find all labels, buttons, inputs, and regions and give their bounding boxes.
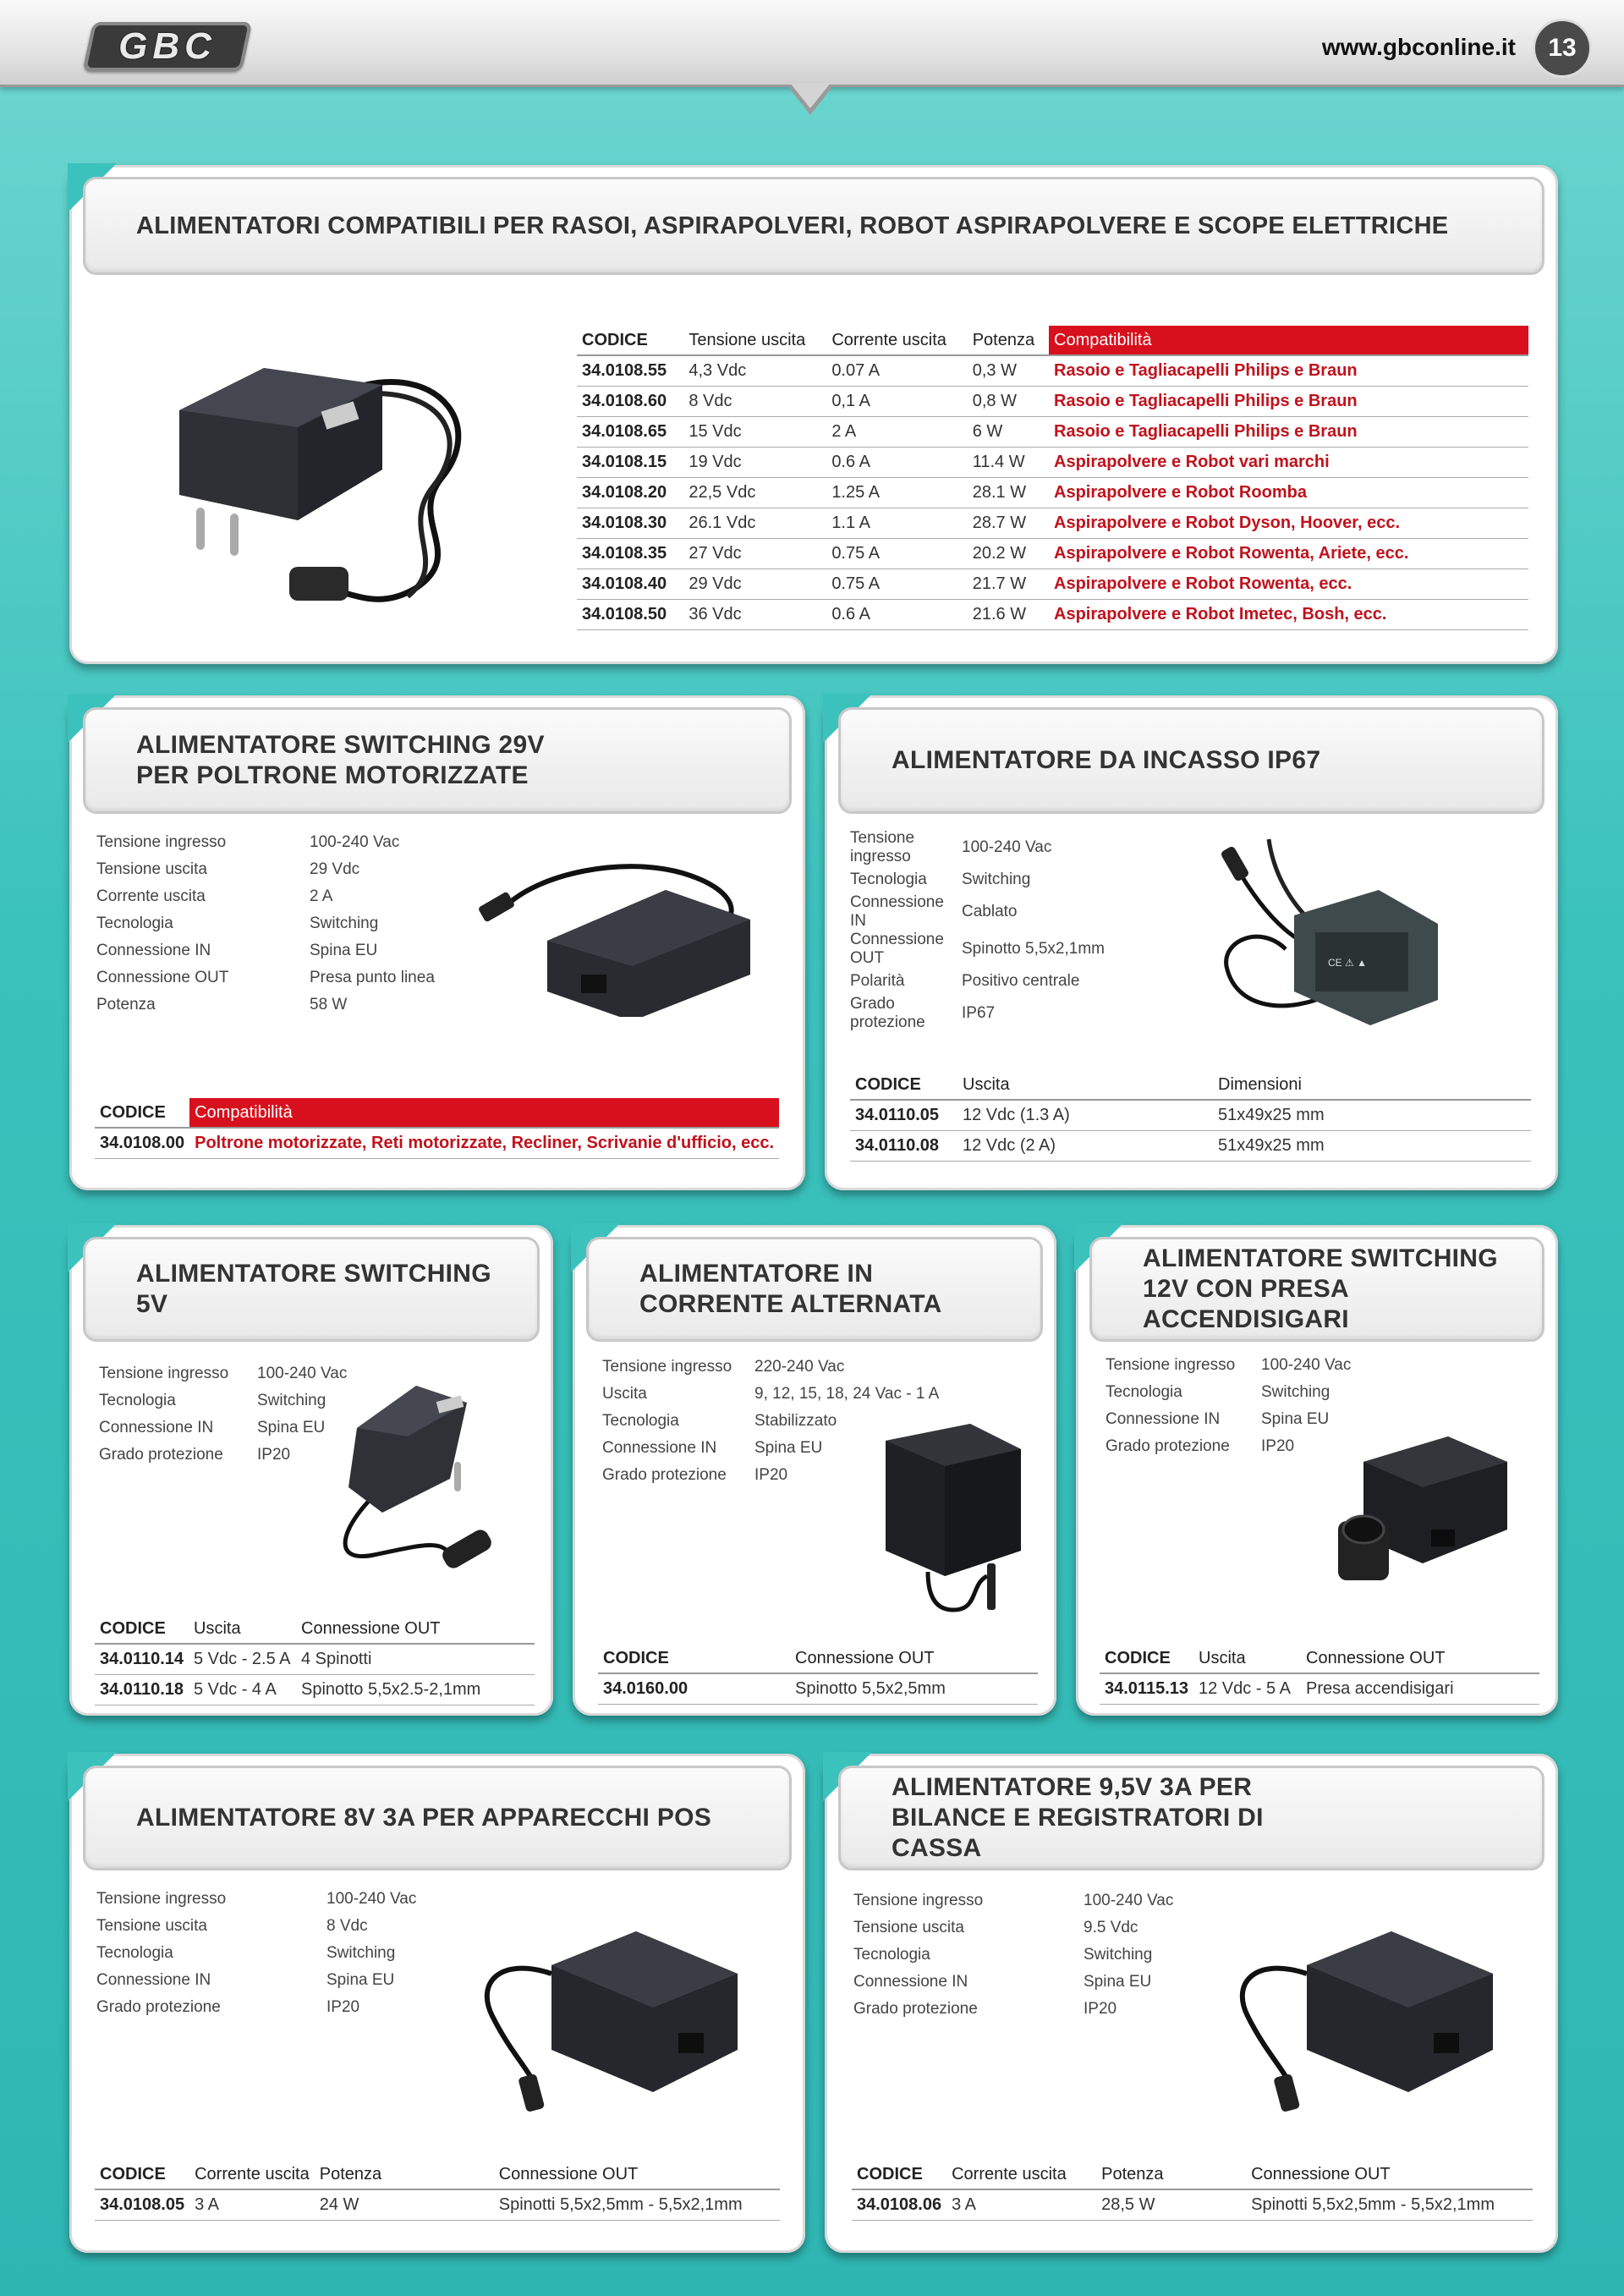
- product-image-transformer: [869, 1407, 1038, 1627]
- table-row: 34.0108.35 27 Vdc 0.75 A 20.2 W Aspirapolvere e Robot Rowenta, Ariete, ecc.: [577, 539, 1528, 569]
- card-title-box: [83, 1237, 540, 1342]
- models-table: [95, 2160, 780, 2221]
- spec-row: Tecnologia Switching: [96, 1944, 396, 1962]
- table-header: CODICE Corrente uscita Potenza Connessione OUT: [95, 2160, 780, 2189]
- spec-row: Tensione ingresso 100-240 Vac: [853, 1892, 1174, 1909]
- spec-row: Connessione IN Spina EU: [853, 1973, 1152, 1991]
- product-image-8v: [458, 1923, 746, 2126]
- spec-row: Connessione OUT Presa punto linea: [96, 969, 435, 986]
- table-row: 34.0110.05 12 Vdc (1.3 A) 51x49x25 mm: [850, 1100, 1531, 1131]
- spec-row: Tecnologia Switching: [96, 915, 379, 932]
- table-row: 34.0160.00 Spinotto 5,5x2,5mm: [598, 1673, 1038, 1705]
- page-header: [0, 0, 1624, 87]
- spec-row: Connessione IN Spina EU: [96, 1971, 395, 1989]
- spec-row: Potenza 58 W: [96, 996, 348, 1013]
- card-8v-pos: [69, 1754, 805, 2253]
- table-header: CODICE Uscita Connessione OUT: [1100, 1644, 1539, 1673]
- table-row: 34.0108.30 26.1 Vdc 1.1 A 28.7 W Aspirapolvere e Robot Dyson, Hoover, ecc.: [577, 508, 1528, 539]
- card-title-box: [83, 707, 792, 814]
- table-header: CODICE Tensione uscita Corrente uscita Potenza Compatibilità: [577, 326, 1528, 355]
- spec-row: Tensione ingresso 100-240 Vac: [99, 1365, 348, 1382]
- table-row: 34.0108.05 3 A 24 W Spinotti 5,5x2,5mm - 5,5x2,1mm: [95, 2189, 780, 2221]
- compatibility-table: [95, 1098, 779, 1159]
- spec-row: Tensione ingresso 100-240 Vac: [96, 1890, 417, 1908]
- spec-row: Tensione uscita 9.5 Vdc: [853, 1919, 1138, 1936]
- website-url[interactable]: www.gbconline.it: [1321, 34, 1516, 60]
- spec-row: Tecnologia Switching: [853, 1946, 1153, 1964]
- spec-list: [96, 829, 435, 1019]
- card-title-box: [838, 707, 1544, 814]
- product-image-12v: [1330, 1428, 1533, 1597]
- spec-list: [96, 1886, 416, 2021]
- spec-row: Connessione IN Cablato: [850, 893, 1018, 930]
- models-table: [852, 2160, 1533, 2221]
- models-table: [95, 1614, 535, 1706]
- card-switching-29v: [69, 695, 805, 1190]
- spec-row: Tecnologia Stabilizzato: [602, 1412, 837, 1430]
- card-incasso-ip67: [825, 695, 1558, 1190]
- spec-row: Uscita 9, 12, 15, 18, 24 Vac - 1 A: [602, 1385, 940, 1403]
- table-row: 34.0110.14 5 Vdc - 2.5 A 4 Spinotti: [95, 1644, 535, 1675]
- spec-row: Grado protezione IP20: [1106, 1437, 1295, 1455]
- spec-row: Tensione ingresso 220-240 Vac: [602, 1358, 845, 1376]
- table-row: 34.0110.18 5 Vdc - 4 A Spinotto 5,5x2.5-2,1mm: [95, 1675, 535, 1706]
- card-switching-12v: [1076, 1225, 1558, 1716]
- card-title: ALIMENTATORI COMPATIBILI PER RASOI, ASPIRAPOLVERI, ROBOT ASPIRAPOLVERE E SCOPE ELETTRICHE: [136, 212, 1449, 239]
- spec-row: Connessione IN Spina EU: [1106, 1410, 1330, 1428]
- table-header: CODICE Uscita Connessione OUT: [95, 1614, 535, 1644]
- table-row: 34.0108.06 3 A 28,5 W Spinotti 5,5x2,5mm - 5,5x2,1mm: [852, 2189, 1533, 2221]
- table-header: CODICE Uscita Dimensioni: [850, 1070, 1531, 1100]
- spec-row: Grado protezione IP20: [853, 2000, 1117, 2018]
- spec-list: [1106, 1352, 1351, 1460]
- card-title: ALIMENTATORE SWITCHING 29V PER POLTRONE MOTORIZZATE: [136, 731, 545, 789]
- spec-row: Tensione ingresso 100-240 Vac: [850, 829, 1052, 865]
- card-title: ALIMENTATORE SWITCHING 12V CON PRESA ACCENDISIGARI: [1143, 1244, 1498, 1333]
- table-row: 34.0115.13 12 Vdc - 5 A Presa accendisigari: [1100, 1673, 1539, 1705]
- page-number: 13: [1533, 19, 1592, 78]
- table-header: CODICE Connessione OUT: [598, 1644, 1038, 1673]
- card-title-box: [83, 177, 1544, 275]
- table-row: 34.0108.55 4,3 Vdc 0.07 A 0,3 W Rasoio e Tagliacapelli Philips e Braun: [577, 355, 1528, 387]
- spec-row: Connessione IN Spina EU: [99, 1419, 326, 1436]
- spec-row: Grado protezione IP20: [96, 1998, 360, 2016]
- card-title: ALIMENTATORE SWITCHING 5V: [136, 1260, 491, 1318]
- spec-row: Tensione ingresso 100-240 Vac: [1106, 1356, 1352, 1374]
- table-row: 34.0108.50 36 Vdc 0.6 A 21.6 W Aspirapolvere e Robot Imetec, Bosh, ecc.: [577, 600, 1528, 630]
- card-title-box: [586, 1237, 1043, 1342]
- table-row: 34.0108.60 8 Vdc 0,1 A 0,8 W Rasoio e Tagliacapelli Philips e Braun: [577, 387, 1528, 417]
- table-header: CODICE Compatibilità: [95, 1098, 779, 1128]
- card-title: ALIMENTATORE 9,5V 3A PER BILANCE E REGISTRATORI DI CASSA: [892, 1773, 1264, 1862]
- table-row: 34.0108.65 15 Vdc 2 A 6 W Rasoio e Tagliacapelli Philips e Braun: [577, 417, 1528, 448]
- card-title-box: [83, 1766, 792, 1870]
- spec-row: Corrente uscita 2 A: [96, 887, 333, 905]
- card-title: ALIMENTATORE 8V 3A PER APPARECCHI POS: [136, 1804, 712, 1832]
- product-image-5v: [323, 1369, 526, 1589]
- spec-row: Tensione uscita 8 Vdc: [96, 1917, 368, 1935]
- card-switching-5v: [69, 1225, 553, 1716]
- spec-row: Tecnologia Switching: [99, 1392, 326, 1409]
- compatibility-table: [577, 326, 1528, 630]
- product-image-adapter: [471, 839, 776, 1017]
- models-table: [1100, 1644, 1539, 1705]
- svg-text:CE ⚠ ▲: CE ⚠ ▲: [1328, 957, 1367, 969]
- spec-list: [850, 829, 1105, 1032]
- product-image-charger: [162, 334, 535, 622]
- card-title: ALIMENTATORE DA INCASSO IP67: [892, 746, 1321, 774]
- product-image-9-5v: [1214, 1923, 1501, 2126]
- models-table: [598, 1644, 1038, 1705]
- spec-row: Grado protezione IP67: [850, 995, 996, 1031]
- spec-list: [99, 1360, 347, 1469]
- card-corrente-alternata: [573, 1225, 1056, 1716]
- spec-row: Tensione ingresso 100-240 Vac: [96, 833, 400, 851]
- spec-row: Tensione uscita 29 Vdc: [96, 860, 360, 878]
- table-row: 34.0108.15 19 Vdc 0.6 A 11.4 W Aspirapolvere e Robot vari marchi: [577, 448, 1528, 478]
- table-row: 34.0108.20 22,5 Vdc 1.25 A 28.1 W Aspirapolvere e Robot Roomba: [577, 478, 1528, 508]
- spec-row: Connessione IN Spina EU: [96, 942, 378, 959]
- card-rasoi-aspirapolveri: [69, 165, 1558, 664]
- spec-row: Connessione OUT Spinotto 5,5x2,1mm: [850, 931, 1105, 967]
- gbc-logo: GBC: [83, 22, 252, 71]
- card-title-box: [1089, 1237, 1544, 1342]
- spec-list: [853, 1887, 1173, 2023]
- table-row: 34.0110.08 12 Vdc (2 A) 51x49x25 mm: [850, 1131, 1531, 1162]
- table-header: CODICE Corrente uscita Potenza Connessione OUT: [852, 2160, 1533, 2189]
- spec-row: Grado protezione IP20: [99, 1446, 291, 1464]
- product-image-ip67: [1201, 822, 1455, 1042]
- spec-row: Tecnologia Switching: [1106, 1383, 1330, 1401]
- spec-row: Polarità Positivo centrale: [850, 972, 1080, 990]
- table-row: 34.0108.00 Poltrone motorizzate, Reti motorizzate, Recliner, Scrivanie d'ufficio, ecc.: [95, 1128, 779, 1159]
- spec-row: Connessione IN Spina EU: [602, 1439, 823, 1457]
- table-row: 34.0108.40 29 Vdc 0.75 A 21.7 W Aspirapolvere e Robot Rowenta, ecc.: [577, 569, 1528, 600]
- spec-row: Grado protezione IP20: [602, 1466, 788, 1484]
- card-title-box: [838, 1766, 1544, 1870]
- models-table: [850, 1070, 1531, 1162]
- card-title: ALIMENTATORE IN CORRENTE ALTERNATA: [639, 1260, 942, 1318]
- spec-row: Tecnologia Switching: [850, 871, 1031, 888]
- card-9-5v-bilance: [825, 1754, 1558, 2253]
